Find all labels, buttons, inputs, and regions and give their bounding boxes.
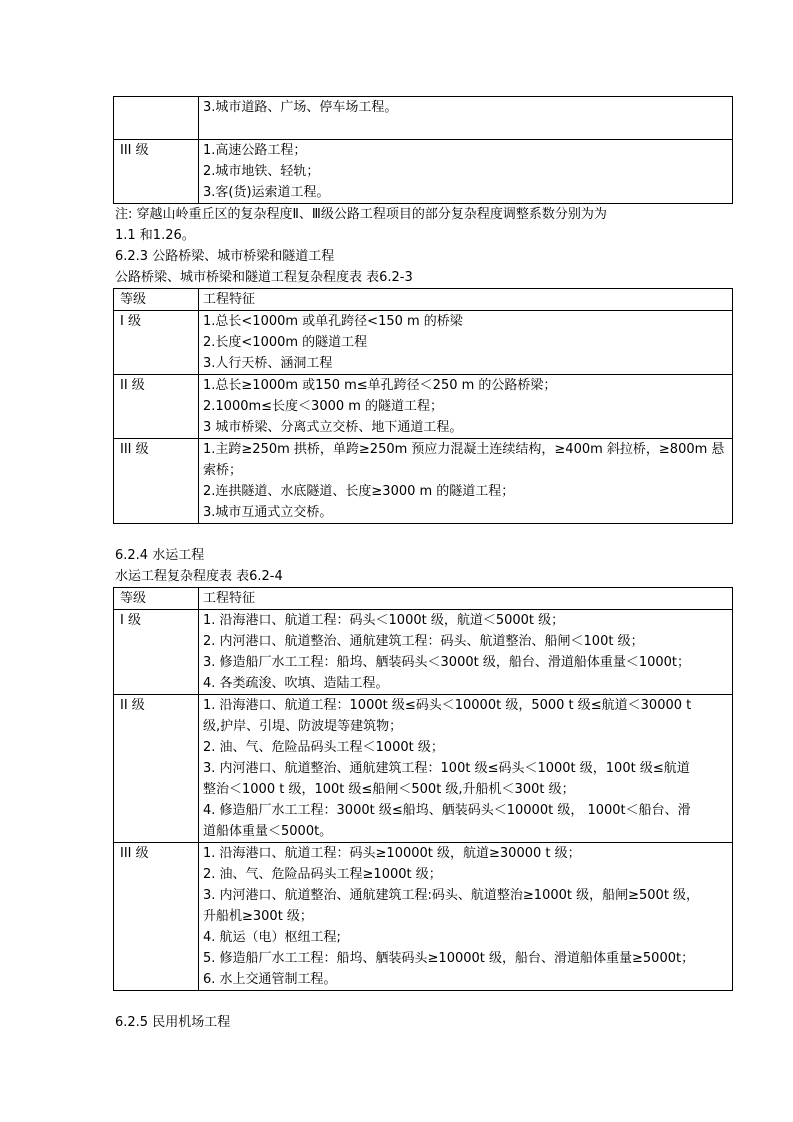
feature-cell: 1. 沿海港口、航道工程：码头＜1000t 级，航道＜5000t 级； 2. 内河港口、航道整治、通航建筑工程：码头、航道整治、船闸＜100t 级； 3. 修造船厂水工工程：船坞、舾装码头＜3000t 级，船台、滑道船体重量＜1000t； 4. 各类疏浚、吹填、造陆工程。: [199, 610, 733, 695]
feature-cell: 3.城市道路、广场、停车场工程。: [199, 97, 733, 140]
section-heading-624: 6.2.4 水运工程: [115, 548, 205, 563]
header-feature: 工程特征: [199, 289, 733, 311]
table-top-continued: [113, 96, 733, 204]
grade-cell: I 级: [114, 311, 199, 375]
grade-cell: I 级: [114, 610, 199, 695]
note-line-2: 1.1 和1.26。: [115, 228, 195, 243]
table-6-2-4: [113, 587, 733, 991]
table-header-row: [114, 289, 733, 311]
grade-cell: II 级: [114, 375, 199, 439]
feature-cell: 1. 沿海港口、航道工程：码头≥10000t 级，航道≥30000 t 级； 2. 油、气、危险品码头工程≥1000t 级； 3. 内河港口、航道整治、通航建筑工程:码头、航道整治≥1000t 级，船闸≥500t 级， 升船机≥300t 级； 4. 航运（电）枢纽工程; 5. 修造船厂水工工程：船坞、舾装码头≥10000t 级，船台、滑道船体重量≥5000t； 6. 水上交通管制工程。: [199, 843, 733, 991]
note-line-1: 注: 穿越山岭重丘区的复杂程度Ⅱ、Ⅲ级公路工程项目的部分复杂程度调整系数分别为为: [115, 207, 607, 222]
table-row: [114, 695, 733, 843]
header-feature: 工程特征: [199, 588, 733, 610]
table-row: [114, 375, 733, 439]
grade-cell: III 级: [114, 439, 199, 524]
feature-cell: 1.高速公路工程； 2.城市地铁、轻轨； 3.客(货)运索道工程。: [199, 140, 733, 204]
document-body: [113, 96, 733, 1033]
table-row: [114, 140, 733, 204]
table-caption-624: 水运工程复杂程度表 表6.2-4: [115, 569, 283, 584]
section-heading-625: 6.2.5 民用机场工程: [115, 1015, 231, 1030]
header-grade: 等级: [114, 289, 199, 311]
table-row: [114, 610, 733, 695]
feature-cell: 1. 沿海港口、航道工程：1000t 级≤码头＜10000t 级，5000 t 级≤航道＜30000 t 级,护岸、引堤、防波堤等建筑物； 2. 油、气、危险品码头工程＜1000t 级； 3. 内河港口、航道整治、通航建筑工程：100t 级≤码头＜1000t 级，100t 级≤航道 整治＜1000 t 级，100t 级≤船闸＜500t 级,升船机＜300t 级； 4. 修造船厂水工工程：3000t 级≤船坞、舾装码头＜10000t 级， 1000t＜船台、滑 道船体重量＜5000t。: [199, 695, 733, 843]
table-6-2-3: [113, 288, 733, 524]
table-row: [114, 439, 733, 524]
section-heading-623: 6.2.3 公路桥梁、城市桥梁和隧道工程: [115, 249, 335, 264]
grade-cell: III 级: [114, 140, 199, 204]
table-row: [114, 97, 733, 140]
grade-cell: III 级: [114, 843, 199, 991]
table-header-row: [114, 588, 733, 610]
feature-cell: 1.总长≥1000m 或150 m≤单孔跨径＜250 m 的公路桥梁； 2.1000m≤长度＜3000 m 的隧道工程； 3 城市桥梁、分离式立交桥、地下通道工程。: [199, 375, 733, 439]
grade-cell: II 级: [114, 695, 199, 843]
feature-cell: 1.总长<1000m 或单孔跨径<150 m 的桥梁 2.长度<1000m 的隧道工程 3.人行天桥、涵洞工程: [199, 311, 733, 375]
table-caption-623: 公路桥梁、城市桥梁和隧道工程复杂程度表 表6.2-3: [115, 270, 413, 285]
table-row: [114, 843, 733, 991]
table-row: [114, 311, 733, 375]
header-grade: 等级: [114, 588, 199, 610]
grade-cell: [114, 97, 199, 140]
feature-cell: 1.主跨≥250m 拱桥，单跨≥250m 预应力混凝土连续结构，≥400m 斜拉桥，≥800m 悬 索桥； 2.连拱隧道、水底隧道、长度≥3000 m 的隧道工程； 3.城市互通式立交桥。: [199, 439, 733, 524]
